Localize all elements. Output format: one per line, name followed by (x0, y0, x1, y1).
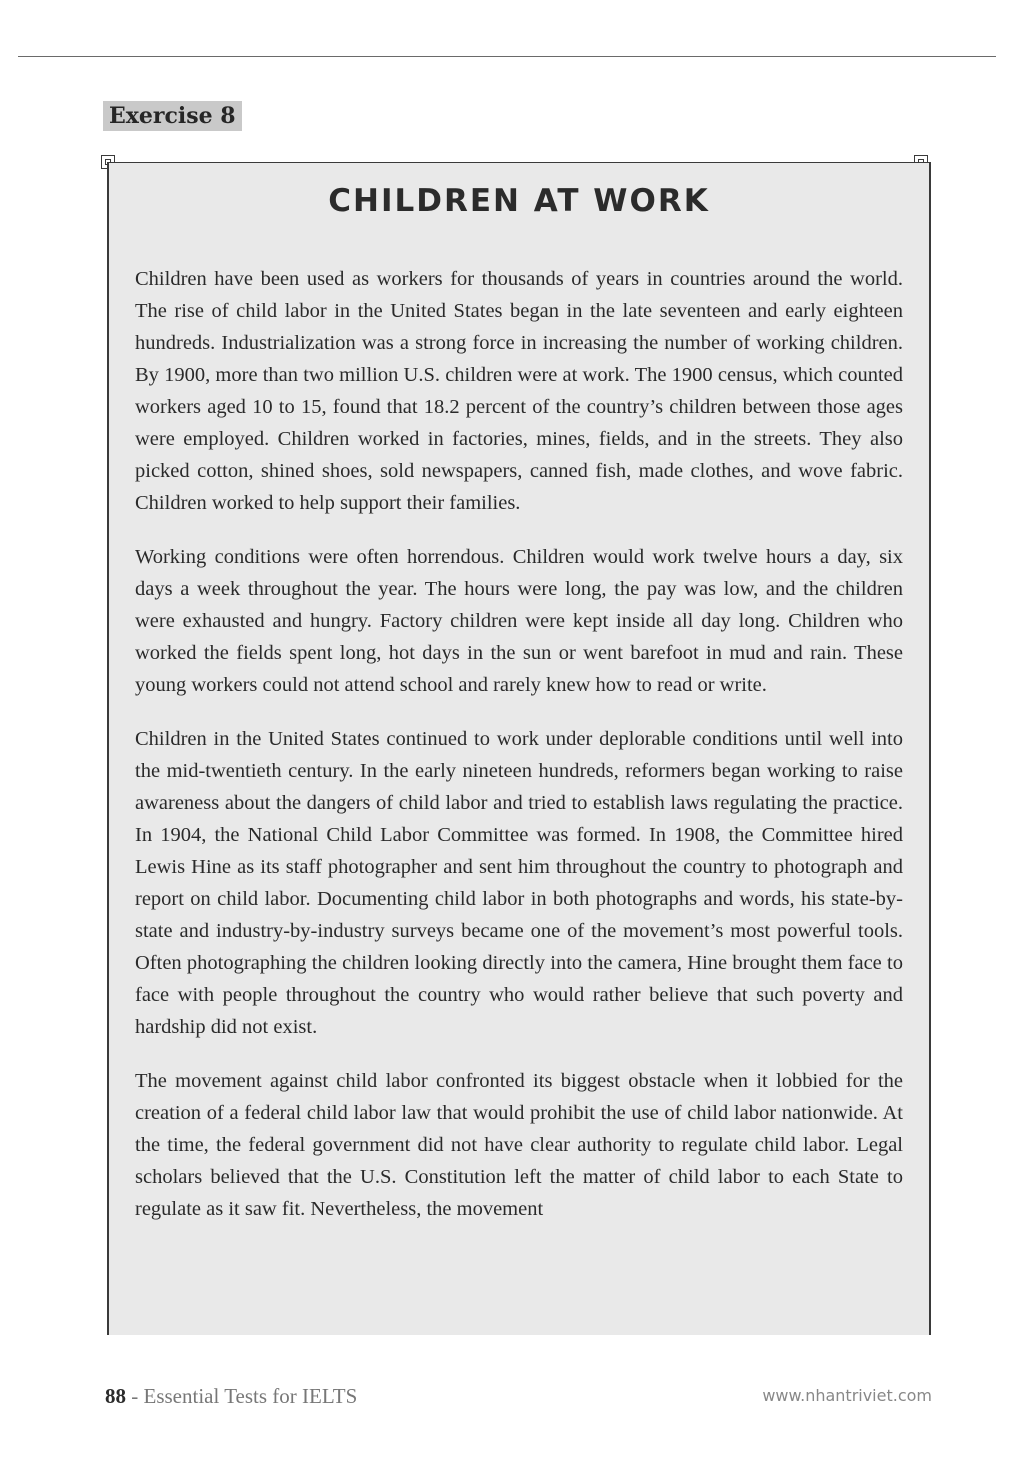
page-number: 88 (105, 1384, 126, 1408)
footer-separator: - (126, 1384, 144, 1408)
page-footer (105, 1384, 357, 1409)
top-divider (18, 56, 996, 57)
passage-paragraph-2: Working conditions were often horrendous. Children would work twelve hours a day, six days a week throughout the year. The hours were long, the pay was low, and the children were exhausted and hungry. Factory children were kept inside all day long. Children who worked the fields spent long, hot days in the sun or went barefoot in mud and rain. These young workers could not attend school and rarely knew how to read or write. (135, 546, 903, 696)
passage-title: CHILDREN AT WORK (328, 183, 710, 219)
passage-paragraph-1: Children have been used as workers for thousands of years in countries around the world. The rise of child labor in the United States began in the late seventeen and early eighteen hundreds. Industrialization was a strong force in increasing the number of working children. By 1900, more than two million U.S. children were at work. The 1900 census, which counted workers aged 10 to 15, found that 18.2 percent of the country’s children between those ages were employed. Children worked in factories, mines, fields, and in the streets. They also picked cotton, shined shoes, sold newspapers, canned fish, made clothes, and wove fabric. Children worked to help support their families. (135, 268, 903, 514)
passage-body (135, 263, 903, 1247)
exercise-label: Exercise 8 (103, 101, 242, 131)
passage-paragraph-4: The movement against child labor confronted its biggest obstacle when it lobbied for the creation of a federal child labor law that would prohibit the use of child labor nationwide. At the time, the federal government did not have clear authority to regulate child labor. Legal scholars believed that the U.S. Constitution left the matter of child labor to each State to regulate as it saw fit. Nevertheless, the movement (135, 1070, 903, 1220)
book-title: Essential Tests for IELTS (143, 1384, 358, 1408)
website-url: www.nhantriviet.com (762, 1386, 932, 1405)
passage-paragraph-3: Children in the United States continued to work under deplorable conditions until well into the mid-twentieth century. In the early nineteen hundreds, reformers began working to raise awareness about the dangers of child labor and tried to establish laws regulating the practice. In 1904, the National Child Labor Committee was formed. In 1908, the Committee hired Lewis Hine as its staff photographer and sent him throughout the country to photograph and report on child labor. Documenting child labor in both photographs and words, his state-by-state and industry-by-industry surveys became one of the movement’s most powerful tools. Often photographing the children looking directly into the camera, Hine brought them face to face with people throughout the country who would rather believe that such poverty and hardship did not exist. (135, 728, 903, 1038)
reading-passage-box (107, 162, 931, 1335)
